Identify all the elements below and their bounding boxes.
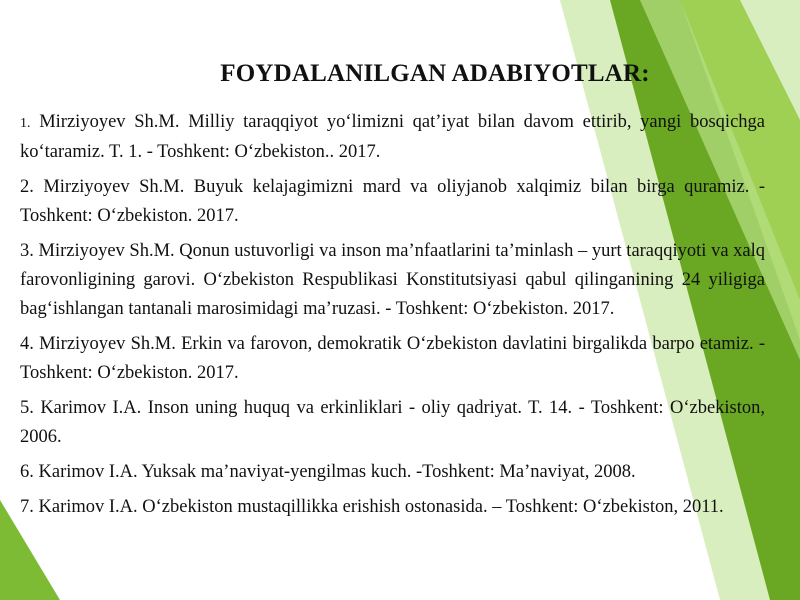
reference-text: Karimov I.A. O‘zbekiston mustaqillikka erishish ostonasida. – Toshkent: O‘zbekiston, 2011. [38,497,724,517]
slide-content [20,0,765,600]
reference-number: 2. [20,177,34,197]
reference-item [20,493,765,522]
reference-text: Karimov I.A. Yuksak ma’naviyat-yengilmas kuch. -Toshkent: Ma’naviyat, 2008. [38,462,636,482]
reference-text: Mirziyoyev Sh.M. Buyuk kelajagimizni mard va oliyjanob xalqimiz bilan birga quramiz. - Toshkent: O‘zbekiston. 2017. [20,177,765,226]
reference-number: 1. [20,116,31,131]
reference-item [20,330,765,388]
references-list [20,108,765,528]
reference-item [20,458,765,487]
reference-item [20,394,765,452]
page-title: FOYDALANILGAN ADABIYOTLAR: [220,60,650,87]
reference-text: Mirziyoyev Sh.M. Milliy taraqqiyot yo‘limizni qat’iyat bilan davom ettirib, yangi bosqichga ko‘taramiz. T. 1. - Toshkent: O‘zbekiston.. 2017. [20,112,765,162]
reference-number: 5. [20,398,34,418]
reference-item [20,108,765,167]
reference-item [20,237,765,324]
reference-number: 4. [20,334,34,354]
reference-text: Mirziyoyev Sh.M. Erkin va farovon, demokratik O‘zbekiston davlatini birgalikda barpo etamiz. - Toshkent: O‘zbekiston. 2017. [20,334,765,383]
reference-number: 6. [20,462,34,482]
reference-item [20,173,765,231]
reference-number: 3. [20,241,34,261]
reference-text: Karimov I.A. Inson uning huquq va erkinliklari - oliy qadriyat. T. 14. - Toshkent: O‘zbekiston, 2006. [20,398,766,447]
reference-number: 7. [20,497,34,517]
reference-text: Mirziyoyev Sh.M. Qonun ustuvorligi va inson ma’nfaatlarini ta’minlash – yurt taraqqiyoti va xalq farovonligining garovi. O‘zbekiston Respublikasi Konstitutsiyasi qabul qilinganining 24 yiligiga bag‘ishlangan tantanali marosimidagi ma’ruzasi. - Toshkent: O‘zbekiston. 2017. [20,241,766,319]
